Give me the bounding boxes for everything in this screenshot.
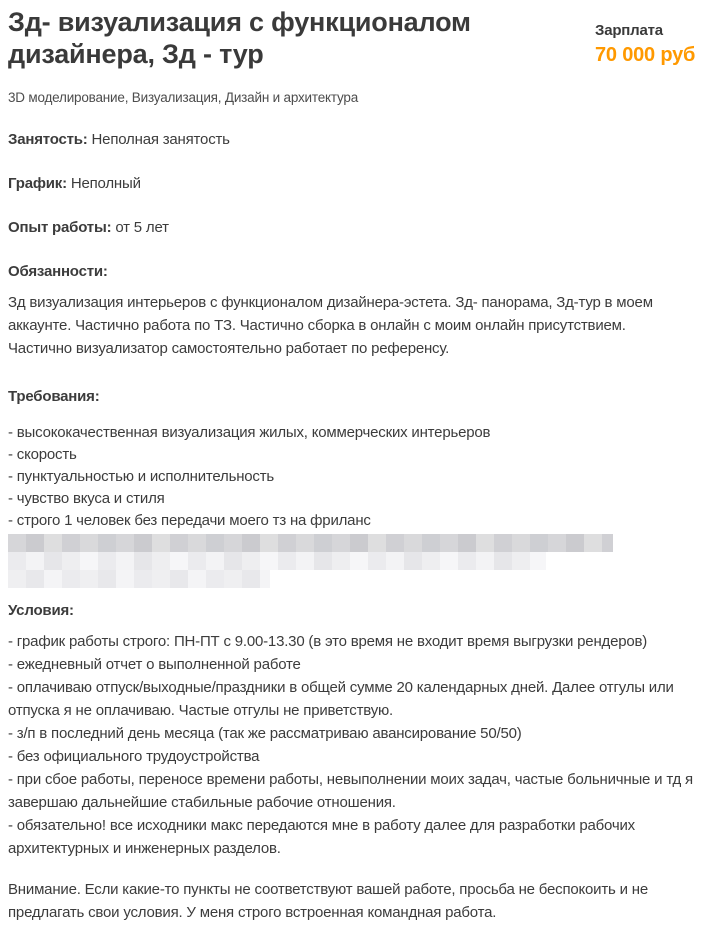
attribute-employment [8, 131, 705, 149]
salary-label: Зарплата [595, 22, 663, 39]
duties-heading: Обязанности: [8, 263, 108, 280]
attribute-value: Неполная занятость [91, 131, 230, 148]
attribute-label: Опыт работы: [8, 219, 112, 236]
salary-block [595, 6, 705, 67]
redacted-line [8, 570, 270, 588]
requirements-list [8, 422, 705, 532]
condition-item: - ежедневный отчет о выполненной работе [8, 656, 301, 673]
condition-item: - график работы строго: ПН-ПТ с 9.00-13.30 (в это время не входит время выгрузки рендеров) [8, 633, 648, 650]
attribute-schedule [8, 175, 705, 193]
vacancy-title: Зд- визуализация с функционалом дизайнера, Зд - тур [8, 7, 471, 69]
duties-text: Зд визуализация интерьеров с функционалом дизайнера-эстета. Зд- панорама, Зд-тур в моем аккаунте. Частично работа по ТЗ. Частично сборка в онлайн с моим онлайн присутствием. Частично визуализатор самостоятельно работает по референсу. [8, 294, 653, 357]
requirement-item: - чувство вкуса и стиля [8, 490, 165, 507]
vacancy-header [8, 6, 705, 70]
condition-item: - з/п в последний день месяца (так же рассматриваю авансирование 50/50) [8, 725, 522, 742]
salary-value: 70 000 руб [595, 44, 696, 66]
condition-item: - при сбое работы, переносе времени работы, невыполнении моих задач, частые больничные и тд я завершаю дальнейшие стабильные рабочие отношения. [8, 771, 693, 811]
attribute-label: График: [8, 175, 67, 192]
requirements-heading: Требования: [8, 388, 100, 405]
attribute-label: Занятость: [8, 131, 88, 148]
requirement-item: - высококачественная визуализация жилых, коммерческих интерьеров [8, 424, 491, 441]
requirement-item: - скорость [8, 446, 77, 463]
condition-item: - обязательно! все исходники макс передаются мне в работу далее для разработки рабочих архитектурных и инженерных разделов. [8, 817, 635, 857]
requirement-item: - пунктуальностью и исполнительность [8, 468, 275, 485]
condition-item: - оплачиваю отпуск/выходные/праздники в общей сумме 20 календарных дней. Далее отгулы или отпуска я не оплачиваю. Частые отгулы не приветствую. [8, 679, 674, 719]
condition-item: - без официального трудоустройства [8, 748, 260, 765]
vacancy-categories: 3D моделирование, Визуализация, Дизайн и архитектура [8, 90, 359, 105]
redacted-line [8, 534, 613, 552]
notice-text: Внимание. Если какие-то пункты не соответствуют вашей работе, просьба не беспокоить и не предлагать свои условия. У меня строго встроенная командная работа. [8, 881, 648, 921]
redacted-line [8, 552, 546, 570]
attribute-experience [8, 219, 705, 237]
attribute-value: от 5 лет [115, 219, 169, 236]
requirement-item: - строго 1 человек без передачи моего тз на фриланс [8, 512, 371, 529]
redacted-content-block [8, 534, 705, 588]
conditions-heading: Условия: [8, 602, 74, 619]
conditions-list [8, 630, 705, 860]
attribute-value: Неполный [70, 175, 141, 192]
